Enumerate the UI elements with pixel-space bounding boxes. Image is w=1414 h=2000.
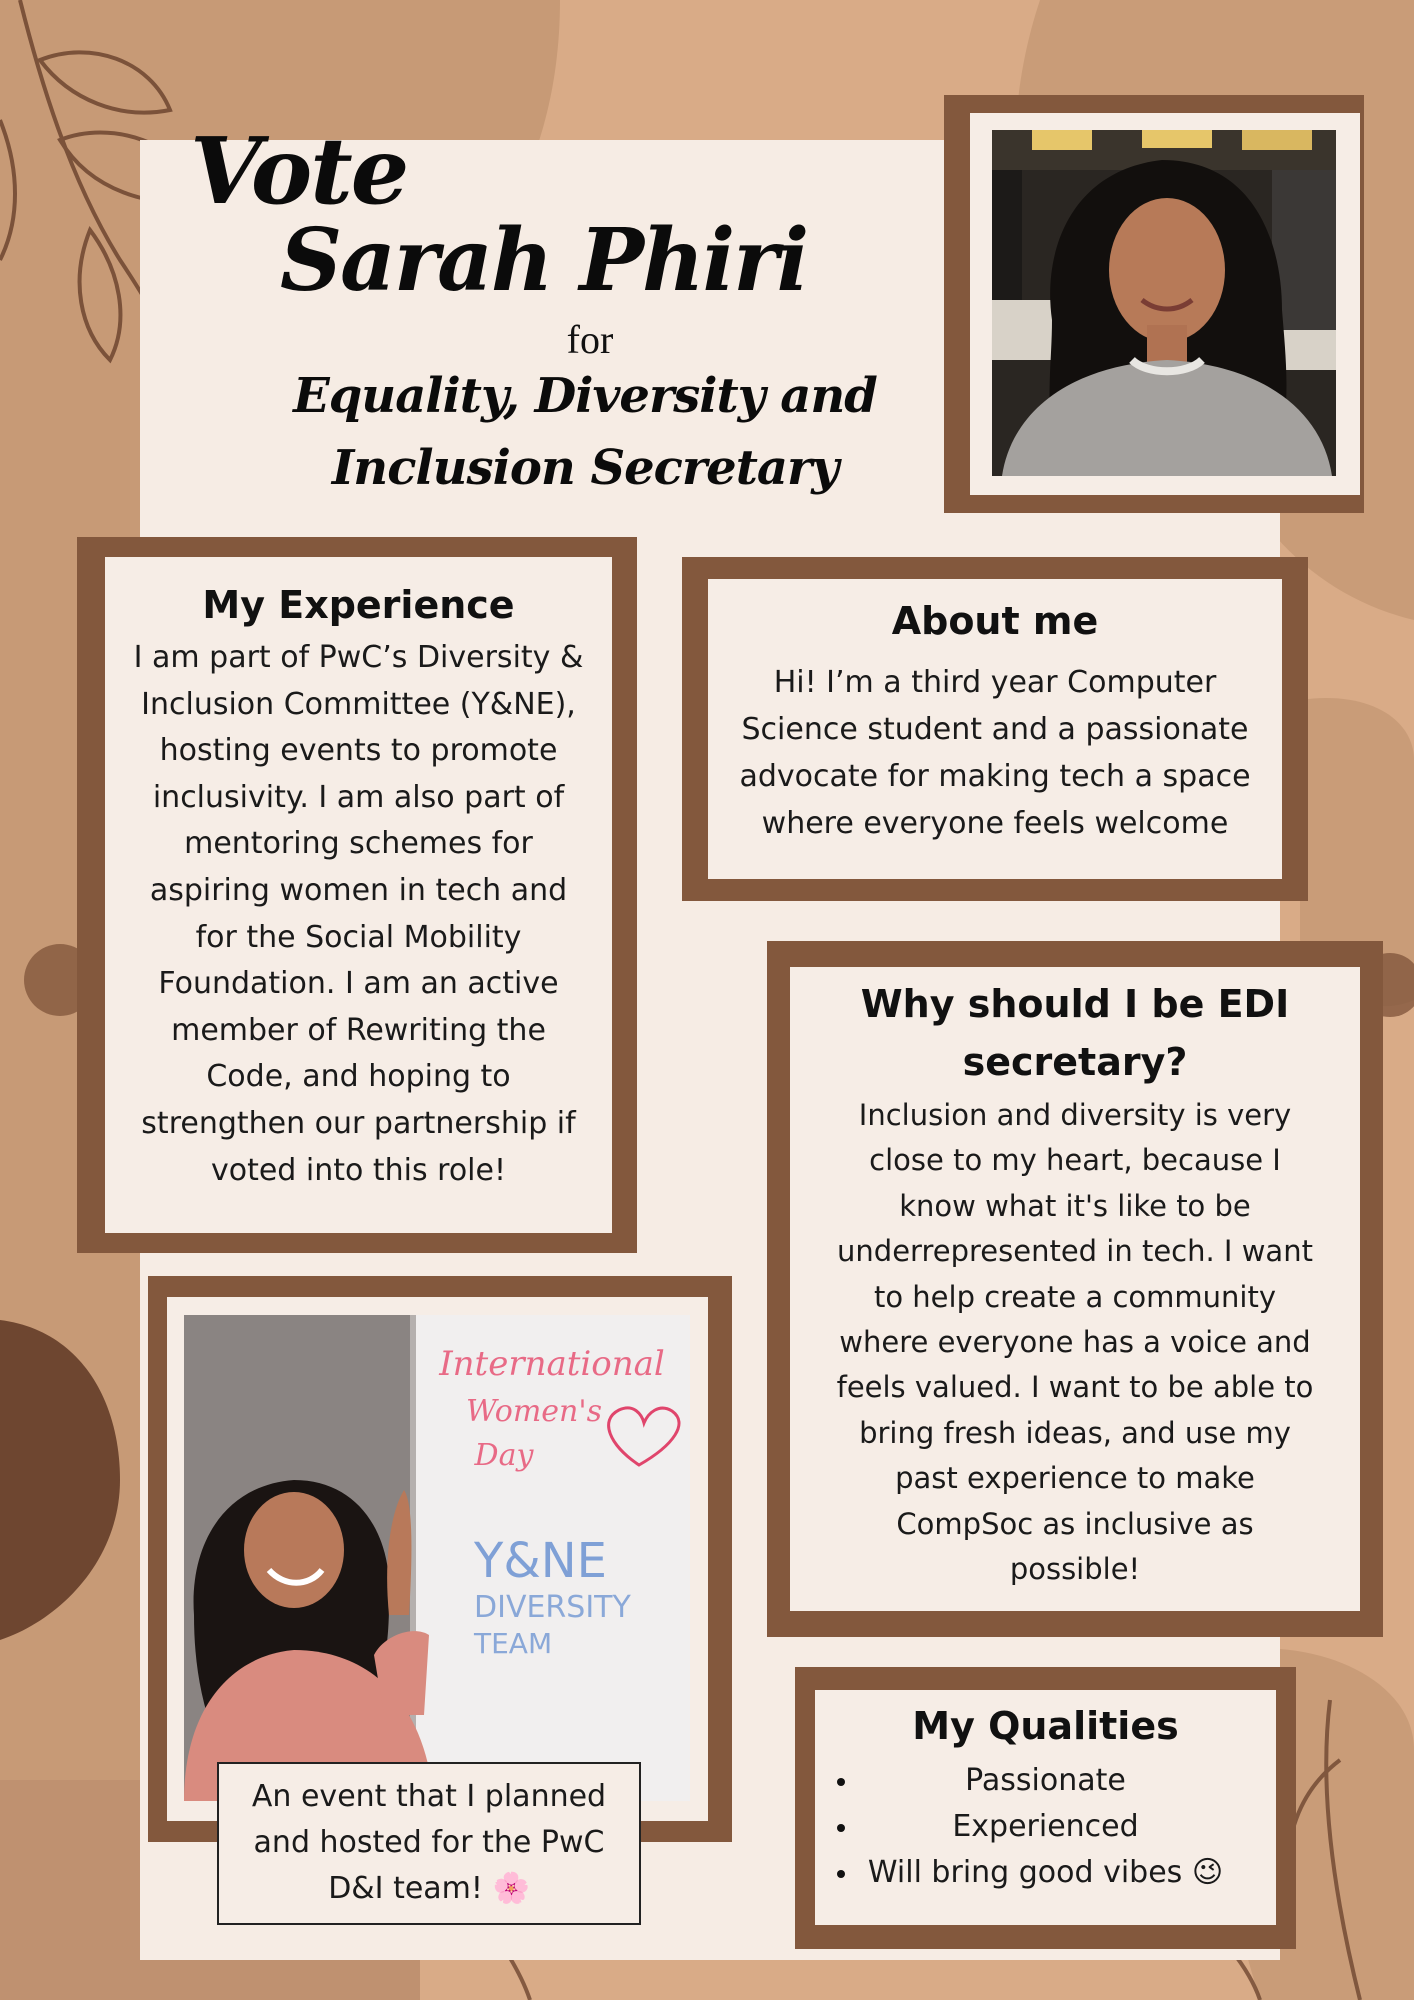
- whiteboard-text-yne: Y&NE: [474, 1533, 607, 1589]
- quality-item-label: Will bring good vibes 😉: [867, 1855, 1224, 1890]
- why-line: bring fresh ideas, and use my: [859, 1415, 1291, 1450]
- experience-line: aspiring women in tech and: [149, 872, 568, 908]
- about-line: advocate for making tech a space: [739, 759, 1251, 794]
- portrait-photo: [992, 130, 1336, 476]
- experience-line: for the Social Mobility: [195, 919, 522, 955]
- about-heading: About me: [891, 599, 1099, 643]
- quality-item: [815, 1804, 1276, 1850]
- about-line: where everyone feels welcome: [761, 806, 1229, 841]
- why-line: where everyone has a voice and: [839, 1325, 1311, 1360]
- experience-line: inclusivity. I am also part of: [152, 779, 565, 815]
- why-heading-line-2: secretary?: [962, 1040, 1188, 1084]
- experience-line: hosting events to promote: [159, 733, 558, 769]
- experience-panel: [105, 557, 612, 1233]
- whiteboard-text-team: TEAM: [474, 1627, 553, 1660]
- quality-item: [815, 1758, 1276, 1804]
- photo-caption-line: D&I team! 🌸: [328, 1871, 530, 1906]
- experience-line: Inclusion Committee (Y&NE),: [141, 686, 576, 722]
- candidate-name: Sarah Phiri: [280, 210, 808, 311]
- title-for: for: [566, 317, 614, 362]
- why-line: past experience to make: [895, 1461, 1255, 1496]
- role-title-line-1: Equality, Diversity and: [293, 368, 877, 424]
- why-line: possible!: [1009, 1552, 1141, 1587]
- about-text: [708, 659, 1282, 847]
- whiteboard-text-womens: Women's: [465, 1394, 603, 1429]
- bullet-icon: [837, 1824, 845, 1832]
- title-vote: Vote: [190, 117, 408, 225]
- experience-line: Code, and hoping to: [206, 1059, 511, 1095]
- qualities-panel: [815, 1690, 1276, 1925]
- about-line: Science student and a passionate: [741, 712, 1249, 747]
- experience-line: member of Rewriting the: [171, 1012, 546, 1048]
- event-photo: [184, 1315, 690, 1801]
- qualities-heading: My Qualities: [912, 1704, 1179, 1748]
- photo-caption-box: [217, 1762, 641, 1925]
- experience-line: mentoring schemes for: [184, 826, 533, 862]
- experience-line: strengthen our partnership if: [141, 1105, 576, 1141]
- whiteboard-text-day: Day: [474, 1438, 534, 1473]
- experience-line: Foundation. I am an active: [158, 966, 559, 1002]
- why-line: feels valued. I want to be able to: [836, 1370, 1314, 1405]
- photo-caption-text: [219, 1774, 639, 1912]
- why-line: Inclusion and diversity is very: [858, 1098, 1292, 1132]
- bullet-icon: [837, 1870, 845, 1878]
- about-line: Hi! I’m a third year Computer: [773, 665, 1217, 700]
- experience-text: [105, 635, 612, 1194]
- about-panel: [708, 579, 1282, 879]
- quality-item: [815, 1850, 1276, 1896]
- why-heading: [790, 975, 1360, 1091]
- qualities-list: [815, 1758, 1276, 1896]
- why-panel: [790, 967, 1360, 1611]
- experience-line: voted into this role!: [210, 1152, 507, 1188]
- whiteboard-text-international: International: [439, 1344, 665, 1384]
- experience-line: I am part of PwC’s Diversity &: [133, 640, 584, 675]
- photo-caption-line: An event that I planned: [251, 1779, 607, 1814]
- experience-heading: My Experience: [202, 583, 515, 627]
- why-heading-line-1: Why should I be EDI: [860, 982, 1290, 1026]
- why-line: CompSoc as inclusive as: [896, 1506, 1254, 1541]
- role-title: [235, 360, 935, 504]
- quality-item-label: Passionate: [965, 1763, 1126, 1798]
- role-title-line-2: Inclusion Secretary: [331, 440, 839, 496]
- whiteboard-text-diversity: DIVERSITY: [474, 1590, 631, 1625]
- bullet-icon: [837, 1778, 845, 1786]
- why-line: underrepresented in tech. I want: [837, 1234, 1313, 1269]
- quality-item-label: Experienced: [952, 1809, 1139, 1844]
- why-line: know what it's like to be: [899, 1188, 1251, 1223]
- why-line: to help create a community: [873, 1279, 1277, 1314]
- why-text: [790, 1093, 1360, 1592]
- why-line: close to my heart, because I: [869, 1143, 1281, 1178]
- photo-caption-line: and hosted for the PwC: [253, 1825, 605, 1860]
